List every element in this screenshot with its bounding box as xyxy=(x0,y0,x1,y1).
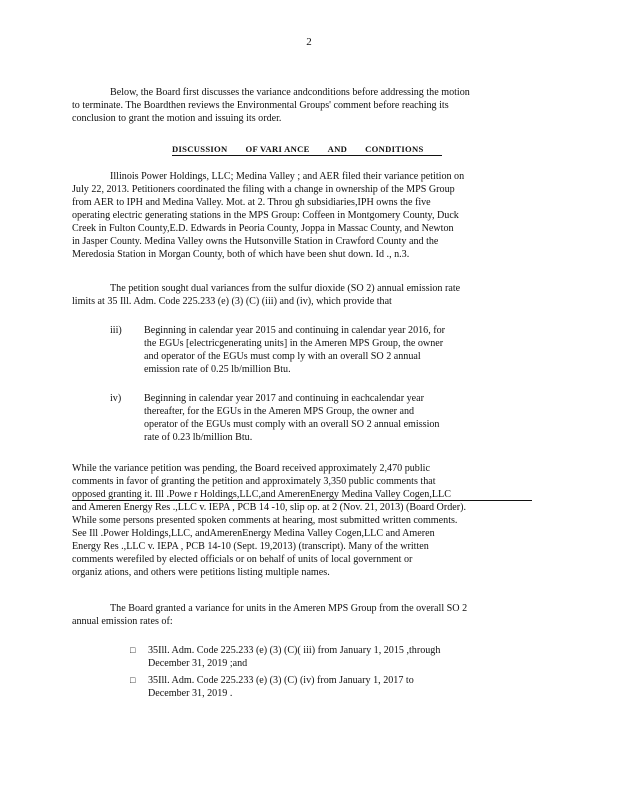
paragraph-line: Meredosia Station in Morgan County, both of which have been shut down. Id ., n.3. xyxy=(72,249,410,260)
paragraph-line: in Jasper County. Medina Valley owns the Hutsonville Station in Crawford County and the xyxy=(72,236,439,247)
intro-paragraph xyxy=(72,86,532,125)
list-item-line: the EGUs [electricgenerating units] in the Ameren MPS Group, the owner xyxy=(144,338,444,349)
heading-word: OF VARI ANCE xyxy=(245,144,310,154)
list-item-line: emission rate of 0.25 lb/million Btu. xyxy=(144,364,291,375)
paragraph-ownership xyxy=(72,170,532,261)
paragraph-line: Illinois Power Holdings, LLC; Medina Valley ; and AER filed their variance petition on xyxy=(110,171,465,182)
heading-word: AND xyxy=(327,144,348,154)
bullet-line: December 31, 2019 ;and xyxy=(148,658,248,669)
paragraph-line: conclusion to grant the motion and issuing its order. xyxy=(72,113,282,124)
paragraph-comments xyxy=(72,462,532,579)
paragraph-line: July 22, 2013. Petitioners coordinated the filing with a change in ownership of the MPS Group xyxy=(72,184,455,195)
list-item-line: rate of 0.23 lb/million Btu. xyxy=(144,432,253,443)
paragraph-line: opposed granting it. Ill .Powe r Holdings,LLC,and AmerenEnergy Medina Valley Cogen,LLC xyxy=(72,489,451,500)
checkbox-bullet-icon: □ xyxy=(130,645,136,655)
bullet-line: 35Ill. Adm. Code 225.233 (e) (3) (C)( iii) from January 1, 2015 ,through xyxy=(148,645,441,656)
citation-underline xyxy=(72,500,532,501)
bullet-line: December 31, 2019 . xyxy=(148,688,233,699)
list-item-line: Beginning in calendar year 2017 and continuing in eachcalendar year xyxy=(144,393,424,404)
list-marker: iv) xyxy=(110,393,122,404)
heading-word: CONDITIONS xyxy=(365,144,424,154)
bullet-line: 35Ill. Adm. Code 225.233 (e) (3) (C) (iv) from January 1, 2017 to xyxy=(148,675,414,686)
list-marker: iii) xyxy=(110,325,122,336)
list-item-line: operator of the EGUs must comply with an overall SO 2 annual emission xyxy=(144,419,440,430)
paragraph-line: to terminate. The Boardthen reviews the Environmental Groups' comment before reaching its xyxy=(72,100,449,111)
checkbox-bullet-icon: □ xyxy=(130,675,136,685)
paragraph-line: Energy Res .,LLC v. IEPA , PCB 14-10 (Sept. 19,2013) (transcript). Many of the written xyxy=(72,541,429,552)
paragraph-line: comments in favor of granting the petition and approximately 3,350 public comments that xyxy=(72,476,436,487)
section-heading xyxy=(172,143,442,156)
paragraph-line: annual emission rates of: xyxy=(72,616,173,627)
paragraph-line: comments werefiled by elected officials or on behalf of units of local government or xyxy=(72,554,413,565)
paragraph-line: See Ill .Power Holdings,LLC, andAmerenEnergy Medina Valley Cogen,LLC and Ameren xyxy=(72,528,435,539)
paragraph-line: organiz ations, and others were petitions listing multiple names. xyxy=(72,567,330,578)
paragraph-line: limits at 35 Ill. Adm. Code 225.233 (e) (3) (C) (iii) and (iv), which provide that xyxy=(72,296,392,307)
list-item-line: and operator of the EGUs must comp ly with an overall SO 2 annual xyxy=(144,351,421,362)
paragraph-line: While the variance petition was pending, the Board received approximately 2,470 public xyxy=(72,463,430,474)
list-item-line: Beginning in calendar year 2015 and continuing in calendar year 2016, for xyxy=(144,325,446,336)
paragraph-line: Below, the Board first discusses the variance andconditions before addressing the motion xyxy=(110,87,470,98)
paragraph-petition xyxy=(72,282,532,308)
paragraph-line: The Board granted a variance for units in the Ameren MPS Group from the overall SO 2 xyxy=(110,603,468,614)
paragraph-line: operating electric generating stations in the MPS Group: Coffeen in Montgomery County, Duck xyxy=(72,210,459,221)
heading-word: DISCUSSION xyxy=(172,144,228,154)
paragraph-line: While some persons presented spoken comments at hearing, most submitted written comments. xyxy=(72,515,458,526)
paragraph-line: and Ameren Energy Res .,LLC v. IEPA , PCB 14 -10, slip op. at 2 (Nov. 21, 2013) (Board Order). xyxy=(72,502,466,513)
page-number: 2 xyxy=(306,36,312,48)
paragraph-line: The petition sought dual variances from the sulfur dioxide (SO 2) annual emission rate xyxy=(110,283,461,294)
paragraph-line: Creek in Fulton County,E.D. Edwards in Peoria County, Joppa in Massac County, and Newton xyxy=(72,223,454,234)
list-item-line: thereafter, for the EGUs in the Ameren MPS Group, the owner and xyxy=(144,406,415,417)
paragraph-line: from AER to IPH and Medina Valley. Mot. at 2. Throu gh subsidiaries,IPH owns the five xyxy=(72,197,431,208)
paragraph-granted xyxy=(72,602,532,628)
